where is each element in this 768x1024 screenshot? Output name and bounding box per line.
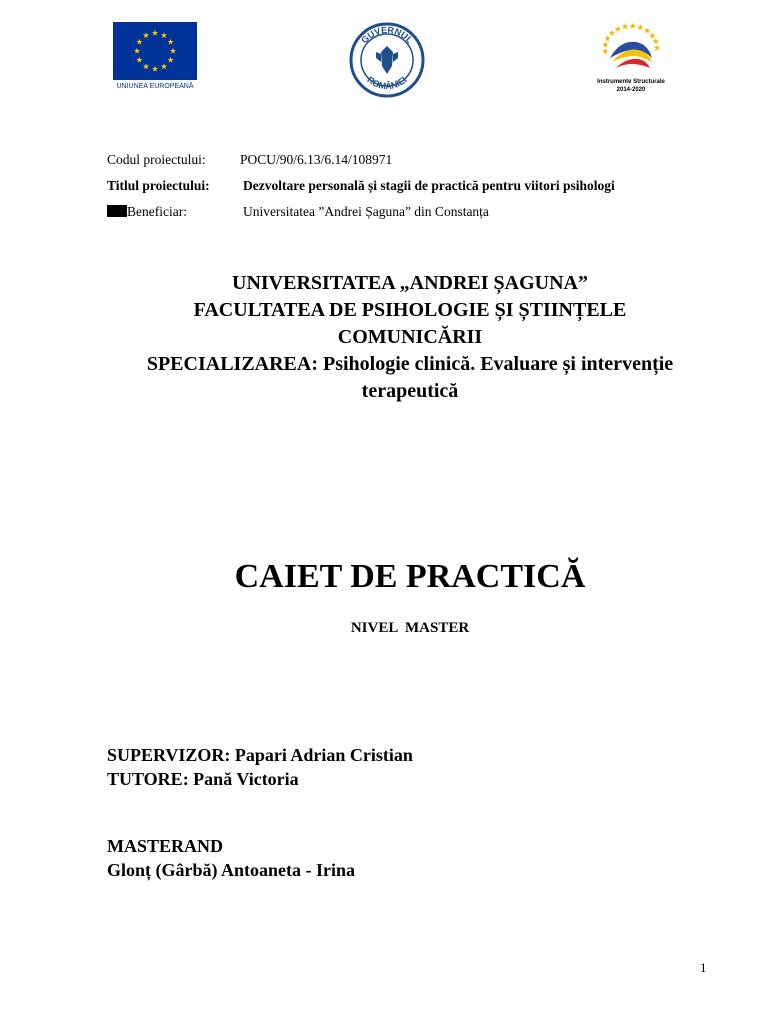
student-name: Glonț (Gârbă) Antoaneta - Irina xyxy=(107,860,356,880)
si-star-icon xyxy=(604,35,610,41)
eu-caption: UNIUNEA EUROPEANĂ xyxy=(116,83,194,90)
si-star-icon xyxy=(602,48,608,54)
svg-text:ROMÂNIEI: ROMÂNIEI xyxy=(365,74,409,92)
si-star-icon xyxy=(654,45,660,51)
si-star-icon xyxy=(602,41,608,47)
si-star-icon xyxy=(615,26,621,32)
page-number: 1 xyxy=(700,960,707,975)
project-code-value: POCU/90/6.13/6.14/108971 xyxy=(240,152,393,167)
tutor: TUTORE: Pană Victoria xyxy=(107,769,299,789)
specialization-line1 xyxy=(100,351,720,378)
document-title: CAIET DE PRACTICĂ xyxy=(234,558,586,595)
svg-text:GUVERNUL: GUVERNUL xyxy=(359,24,415,46)
redaction-box xyxy=(107,205,127,217)
specialization-label: SPECIALIZAREA: xyxy=(146,353,318,375)
si-star-icon xyxy=(649,32,655,38)
beneficiary-label: Beneficiar: xyxy=(127,204,187,219)
university-name: UNIVERSITATEA „ANDREI ȘAGUNA” xyxy=(232,272,588,294)
si-caption-line1: Instrumente Structurale xyxy=(597,79,665,85)
structural-instruments-logo xyxy=(590,18,672,98)
eu-stars-icon xyxy=(113,22,197,80)
beneficiary-label-group xyxy=(107,203,187,221)
structural-instruments-caption xyxy=(590,78,672,94)
si-star-icon xyxy=(609,30,615,36)
si-star-icon xyxy=(637,24,643,30)
si-star-icon xyxy=(630,23,636,29)
institution-heading xyxy=(100,270,720,405)
si-star-icon xyxy=(644,27,650,33)
si-star-icon xyxy=(653,38,659,44)
eu-logo xyxy=(110,22,200,94)
beneficiary-value: Universitatea ”Andrei Șaguna” din Constanța xyxy=(243,204,489,219)
project-code-label: Codul proiectului: xyxy=(107,152,206,167)
faculty-name-line1: FACULTATEA DE PSIHOLOGIE ȘI ȘTIINȚELE xyxy=(193,299,627,321)
government-seal-icon xyxy=(348,22,426,98)
si-caption-line2: 2014-2020 xyxy=(616,87,646,93)
specialization-value-line2: terapeutică xyxy=(361,380,459,402)
project-title-label: Titlul proiectului: xyxy=(107,178,210,193)
faculty-name-line2: COMUNICĂRII xyxy=(337,326,483,348)
si-star-icon xyxy=(622,23,628,29)
structural-instruments-icon xyxy=(590,18,672,78)
project-title-value: Dezvoltare personală și stagii de practică pentru viitori psihologi xyxy=(243,178,615,193)
document-level: NIVEL MASTER xyxy=(350,620,470,636)
government-seal-logo xyxy=(348,22,426,98)
supervisor: SUPERVIZOR: Papari Adrian Cristian xyxy=(107,745,413,765)
student-label: MASTERAND xyxy=(107,836,224,856)
eu-flag-icon xyxy=(113,22,197,80)
specialization-value-line1: Psihologie clinică. Evaluare și intervenție xyxy=(323,353,674,375)
